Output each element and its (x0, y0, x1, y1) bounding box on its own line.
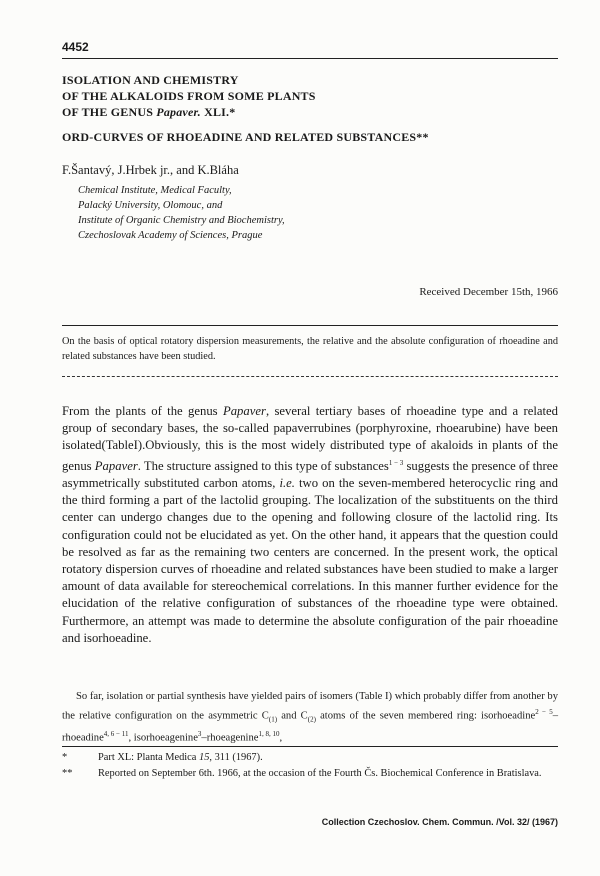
abstract-top-rule (62, 325, 558, 326)
abstract-bottom-rule (62, 376, 558, 377)
affiliation-line: Czechoslovak Academy of Sciences, Prague (78, 230, 263, 241)
title-line-2: OF THE ALKALOIDS FROM SOME PLANTS (62, 89, 316, 103)
footnote-2: ** Reported on September 6th. 1966, at the occasion of the Fourth Čs. Biochemical Conference in Bratislava. (62, 767, 558, 782)
footnote-1: * Part XL: Planta Medica 15, 311 (1967). (62, 751, 558, 766)
page-number: 4452 (62, 40, 89, 54)
footnote-mark: ** (62, 768, 73, 779)
header-rule (62, 58, 558, 59)
footnote-mark: * (62, 752, 68, 763)
journal-footer: Collection Czechoslov. Chem. Commun. /Vol. 32/ (1967) (321, 817, 558, 827)
body-paragraph-1: From the plants of the genus Papaver, several tertiary bases of rhoeadine type and a related group of secondary bases, the so-called papaverrubines (porphyroxine, rhoearubine) have been isolated(TableI).Obviously, this is the most widely distributed type of akaloids in plants of the genus Papaver. The structure assigned to this type of substances$^{1 - 3}$ suggests the presence of three asymmetrically substituted carbon atoms, i.e. two on the seven-membered heterocyclic ring and the third forming a part of the lactolid grouping. The localization of the substituents on the third center can undergo changes due to the opening and following closure of the lactolid ring. Its configuration could not be elucidated as yet. On the other hand, it appears that the question could be resolved as far as the remaining two centers are concerned. In the present work, the optical rotatory dispersion curves of rhoeadine and related substances have been studied to make a larger amount of data available for stereochemical correlations. In this manner further evidence for the elucidation of the relative configuration of substances of the rhoeadine type were obtained. Furthermore, an attempt was made to determine the absolute configuration of the pair rhoeadine and isorhoeadine. (62, 404, 558, 645)
abstract: On the basis of optical rotatory dispersion measurements, the relative and the absolute configuration of rhoeadine and related substances have been studied. (62, 336, 558, 362)
article-subtitle: ORD-CURVES OF RHOEADINE AND RELATED SUBSTANCES** (62, 130, 429, 144)
affiliation-line: Palacký University, Olomouc, and (78, 200, 223, 211)
received-date: Received December 15th, 1966 (419, 286, 558, 298)
affiliation-line: Chemical Institute, Medical Faculty, (78, 185, 232, 196)
authors: F.Šantavý, J.Hrbek jr., and K.Bláha (62, 163, 239, 177)
article-title (62, 72, 558, 120)
affiliation (78, 183, 285, 243)
footnote-rule (62, 746, 558, 747)
affiliation-line: Institute of Organic Chemistry and Biochemistry, (78, 215, 285, 226)
title-line-1: ISOLATION AND CHEMISTRY (62, 73, 239, 87)
title-line-3: OF THE GENUS Papaver. XLI.* (62, 105, 236, 119)
body-paragraph-2: So far, isolation or partial synthesis have yielded pairs of isomers (Table I) which probably differ from another by the relative configuration on the asymmetric $C_{(1)}$ and $C_{(2)}$ atoms of the seven membered ring: isorhoeadine$^{2 - 5}$–rhoeadine$^{4, 6 - 11}$, isorhoeagenine$^3$–rhoeagenine$^{1, 8, 10}$, (62, 691, 559, 744)
